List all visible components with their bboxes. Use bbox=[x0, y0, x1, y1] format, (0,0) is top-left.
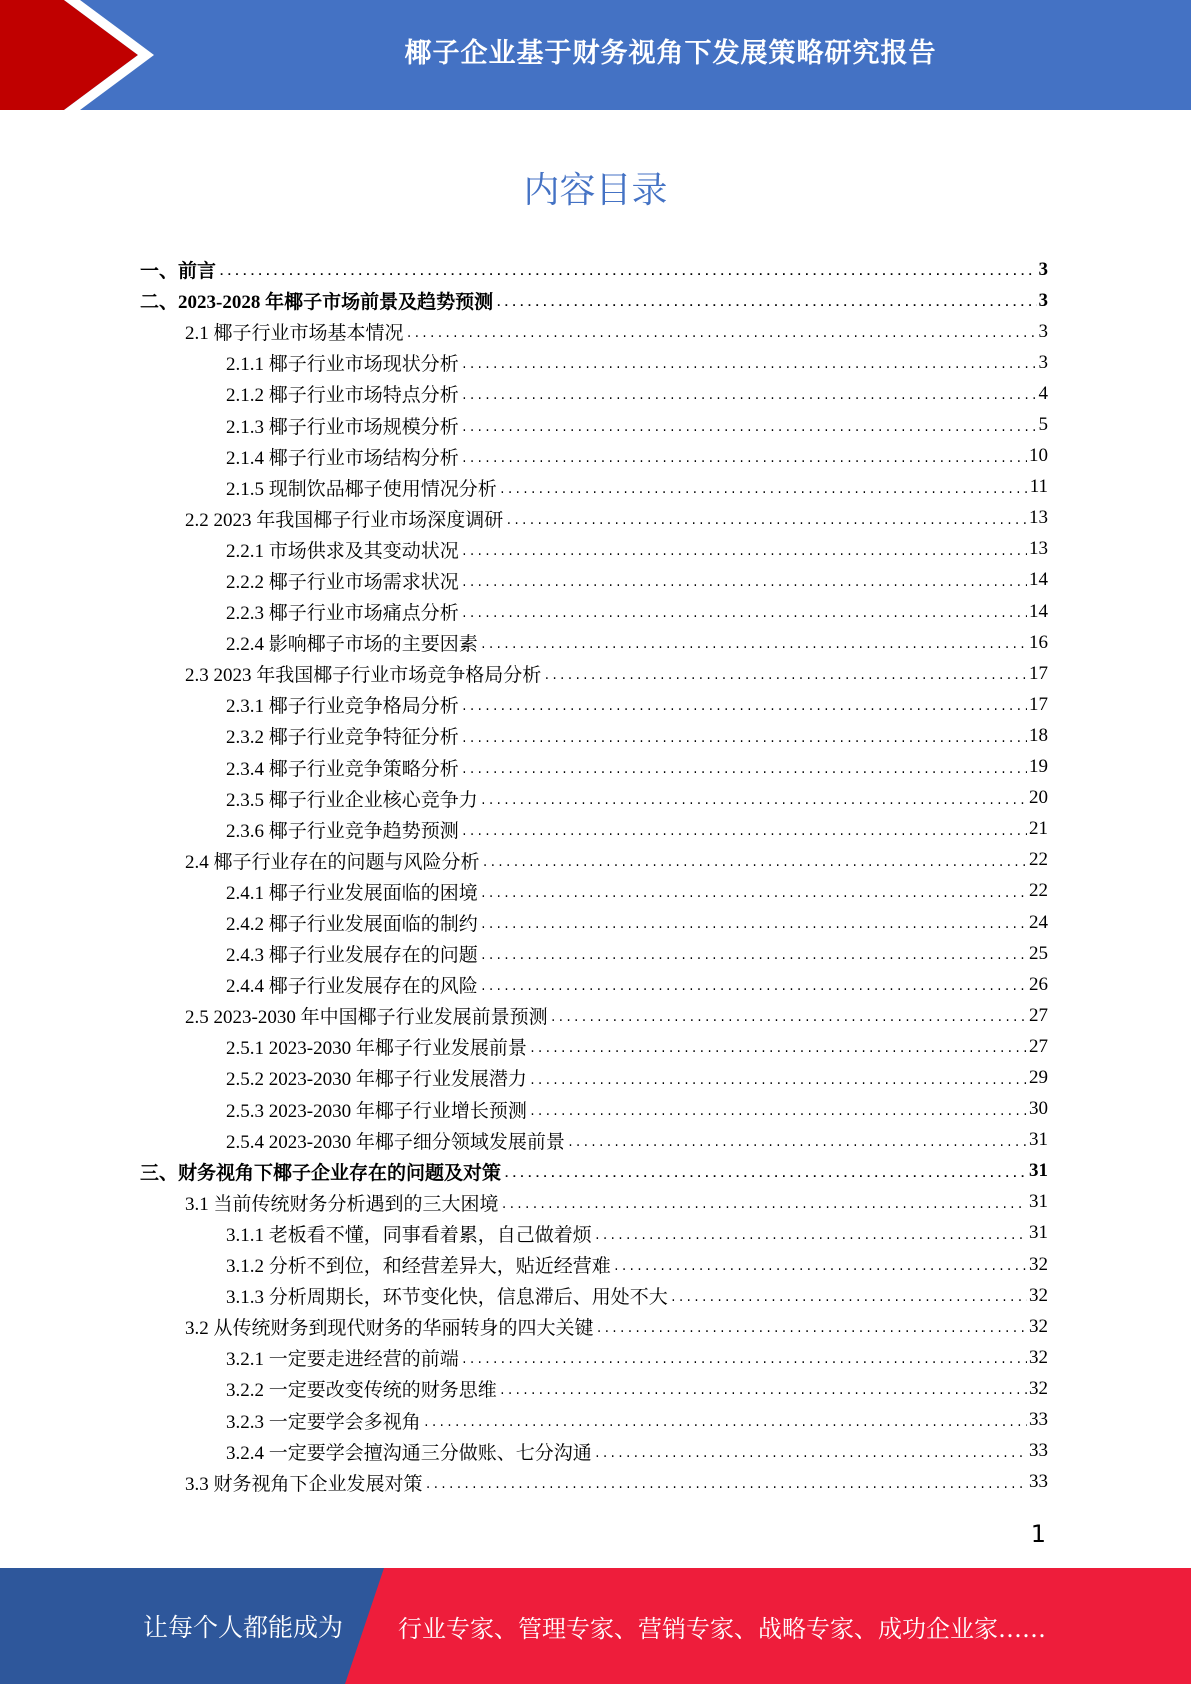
toc-entry-page: 11 bbox=[1029, 476, 1048, 498]
toc-entry-page: 27 bbox=[1029, 1035, 1048, 1057]
toc-entry[interactable] bbox=[140, 1249, 1048, 1280]
toc-entry-label: 二、2023-2028 年椰子市场前景及趋势预测 bbox=[140, 292, 494, 314]
toc-leader-dots bbox=[529, 1106, 1027, 1125]
toc-entry-page: 20 bbox=[1029, 787, 1048, 809]
toc-entry-label: 2.3.6 椰子行业竞争趋势预测 bbox=[226, 820, 459, 842]
toc-entry-label: 2.2.4 影响椰子市场的主要因素 bbox=[226, 634, 478, 656]
toc-entry[interactable] bbox=[140, 658, 1048, 689]
toc-entry-page: 16 bbox=[1029, 631, 1048, 653]
toc-leader-dots bbox=[461, 577, 1027, 596]
table-of-contents bbox=[140, 254, 1048, 1498]
toc-leader-dots bbox=[461, 764, 1027, 783]
toc-entry[interactable] bbox=[140, 845, 1048, 876]
toc-entry[interactable] bbox=[140, 1436, 1048, 1467]
toc-leader-dots bbox=[503, 1168, 1027, 1187]
toc-leader-dots bbox=[423, 1417, 1027, 1436]
toc-leader-dots bbox=[461, 546, 1027, 565]
toc-entry[interactable] bbox=[140, 472, 1048, 503]
toc-entry-label: 2.2 2023 年我国椰子行业市场深度调研 bbox=[185, 509, 504, 531]
toc-leader-dots bbox=[480, 981, 1027, 1000]
toc-leader-dots bbox=[499, 1385, 1027, 1404]
toc-entry-page: 10 bbox=[1029, 445, 1048, 467]
toc-entry-page: 3 bbox=[1038, 258, 1048, 280]
toc-leader-dots bbox=[461, 359, 1037, 378]
toc-entry-page: 13 bbox=[1029, 538, 1048, 560]
toc-entry-label: 3.2 从传统财务到现代财务的华丽转身的四大关键 bbox=[185, 1318, 594, 1340]
toc-entry[interactable] bbox=[140, 441, 1048, 472]
toc-entry[interactable] bbox=[140, 254, 1048, 285]
toc-leader-dots bbox=[480, 888, 1027, 907]
toc-entry-page: 14 bbox=[1029, 600, 1048, 622]
toc-entry-page: 32 bbox=[1029, 1377, 1048, 1399]
toc-leader-dots bbox=[505, 515, 1027, 534]
toc-entry[interactable] bbox=[140, 1373, 1048, 1404]
toc-entry[interactable] bbox=[140, 1156, 1048, 1187]
toc-leader-dots bbox=[461, 1354, 1027, 1373]
toc-entry-label: 3.3 财务视角下企业发展对策 bbox=[185, 1473, 423, 1495]
toc-entry[interactable] bbox=[140, 409, 1048, 440]
footer-right-text: 行业专家、管理专家、营销专家、战略专家、成功企业家…… bbox=[398, 1614, 1046, 1643]
toc-leader-dots bbox=[499, 484, 1028, 503]
toc-entry-label: 2.5.3 2023-2030 年椰子行业增长预测 bbox=[226, 1100, 527, 1122]
toc-leader-dots bbox=[594, 1448, 1027, 1467]
toc-leader-dots bbox=[543, 670, 1027, 689]
toc-entry[interactable] bbox=[140, 1000, 1048, 1031]
toc-entry-page: 22 bbox=[1029, 880, 1048, 902]
toc-entry[interactable] bbox=[140, 316, 1048, 347]
toc-entry[interactable] bbox=[140, 1031, 1048, 1062]
toc-entry[interactable] bbox=[140, 1467, 1048, 1498]
toc-entry-label: 3.1.3 分析周期长，环节变化快，信息滞后、用处不大 bbox=[226, 1287, 668, 1309]
toc-entry-label: 2.1.4 椰子行业市场结构分析 bbox=[226, 447, 459, 469]
toc-entry[interactable] bbox=[140, 720, 1048, 751]
toc-leader-dots bbox=[670, 1292, 1027, 1311]
toc-leader-dots bbox=[461, 826, 1027, 845]
toc-leader-dots bbox=[482, 857, 1027, 876]
toc-entry-label: 2.5.4 2023-2030 年椰子细分领域发展前景 bbox=[226, 1131, 565, 1153]
toc-entry-page: 31 bbox=[1029, 1222, 1048, 1244]
toc-entry[interactable] bbox=[140, 689, 1048, 720]
toc-leader-dots bbox=[406, 328, 1037, 347]
toc-entry-page: 19 bbox=[1029, 756, 1048, 778]
toc-leader-dots bbox=[425, 1479, 1027, 1498]
toc-entry-page: 5 bbox=[1038, 414, 1048, 436]
toc-entry[interactable] bbox=[140, 503, 1048, 534]
toc-entry-page: 26 bbox=[1029, 973, 1048, 995]
toc-leader-dots bbox=[550, 1012, 1027, 1031]
toc-entry-page: 18 bbox=[1029, 724, 1048, 746]
toc-entry-label: 2.5 2023-2030 年中国椰子行业发展前景预测 bbox=[185, 1007, 548, 1029]
toc-entry-page: 29 bbox=[1029, 1066, 1048, 1088]
toc-entry[interactable] bbox=[140, 1218, 1048, 1249]
toc-entry-page: 24 bbox=[1029, 911, 1048, 933]
toc-entry-page: 21 bbox=[1029, 818, 1048, 840]
toc-entry[interactable] bbox=[140, 1342, 1048, 1373]
toc-entry[interactable] bbox=[140, 907, 1048, 938]
toc-entry-label: 2.2.1 市场供求及其变动状况 bbox=[226, 540, 459, 562]
toc-entry-label: 2.2.3 椰子行业市场痛点分析 bbox=[226, 603, 459, 625]
toc-entry-label: 2.3.4 椰子行业竞争策略分析 bbox=[226, 758, 459, 780]
toc-leader-dots bbox=[480, 919, 1027, 938]
toc-entry-page: 13 bbox=[1029, 507, 1048, 529]
toc-title: 内容目录 bbox=[523, 170, 668, 211]
toc-entry[interactable] bbox=[140, 1125, 1048, 1156]
toc-entry-label: 一、前言 bbox=[140, 261, 217, 283]
toc-entry-page: 3 bbox=[1038, 320, 1048, 342]
toc-leader-dots bbox=[501, 1199, 1027, 1218]
toc-entry-page: 14 bbox=[1029, 569, 1048, 591]
toc-entry-label: 3.2.2 一定要改变传统的财务思维 bbox=[226, 1380, 497, 1402]
toc-leader-dots bbox=[594, 1230, 1027, 1249]
toc-entry-label: 2.4.2 椰子行业发展面临的制约 bbox=[226, 914, 478, 936]
toc-entry-page: 17 bbox=[1029, 662, 1048, 684]
toc-leader-dots bbox=[461, 608, 1027, 627]
toc-leader-dots bbox=[461, 701, 1027, 720]
toc-entry[interactable] bbox=[140, 596, 1048, 627]
toc-leader-dots bbox=[596, 1323, 1027, 1342]
toc-entry-page: 33 bbox=[1029, 1471, 1048, 1493]
toc-entry-label: 2.4.4 椰子行业发展存在的风险 bbox=[226, 976, 478, 998]
toc-entry[interactable] bbox=[140, 285, 1048, 316]
toc-leader-dots bbox=[461, 390, 1037, 409]
toc-entry-page: 25 bbox=[1029, 942, 1048, 964]
toc-entry-page: 3 bbox=[1038, 289, 1048, 311]
toc-entry-page: 4 bbox=[1038, 382, 1048, 404]
toc-entry[interactable] bbox=[140, 938, 1048, 969]
toc-entry[interactable] bbox=[140, 627, 1048, 658]
toc-entry[interactable] bbox=[140, 378, 1048, 409]
toc-entry-page: 32 bbox=[1029, 1315, 1048, 1337]
toc-entry-label: 2.1.1 椰子行业市场现状分析 bbox=[226, 354, 459, 376]
toc-entry-label: 2.1 椰子行业市场基本情况 bbox=[185, 323, 404, 345]
toc-entry[interactable] bbox=[140, 1404, 1048, 1435]
toc-leader-dots bbox=[480, 639, 1027, 658]
toc-entry-page: 31 bbox=[1029, 1160, 1048, 1182]
toc-entry-page: 17 bbox=[1029, 693, 1048, 715]
footer-left-text: 让每个人都能成为 bbox=[143, 1613, 344, 1642]
toc-entry-label: 2.1.5 现制饮品椰子使用情况分析 bbox=[226, 478, 497, 500]
toc-entry-label: 2.5.1 2023-2030 年椰子行业发展前景 bbox=[226, 1038, 527, 1060]
header-title: 椰子企业基于财务视角下发展策略研究报告 bbox=[404, 37, 937, 69]
toc-entry[interactable] bbox=[140, 783, 1048, 814]
toc-entry-page: 32 bbox=[1029, 1284, 1048, 1306]
page-footer bbox=[0, 1568, 1191, 1684]
toc-entry-label: 3.2.1 一定要走进经营的前端 bbox=[226, 1349, 459, 1371]
toc-entry-page: 31 bbox=[1029, 1129, 1048, 1151]
toc-entry-label: 2.3.1 椰子行业竞争格局分析 bbox=[226, 696, 459, 718]
toc-entry-label: 3.2.4 一定要学会擅沟通三分做账、七分沟通 bbox=[226, 1442, 592, 1464]
page-header bbox=[0, 0, 1191, 110]
toc-entry[interactable] bbox=[140, 565, 1048, 596]
toc-leader-dots bbox=[567, 1137, 1027, 1156]
toc-leader-dots bbox=[529, 1043, 1027, 1062]
toc-entry-label: 3.1.2 分析不到位，和经营差异大，贴近经营难 bbox=[226, 1256, 611, 1278]
toc-entry-page: 33 bbox=[1029, 1409, 1048, 1431]
toc-entry-label: 2.4.1 椰子行业发展面临的困境 bbox=[226, 882, 478, 904]
toc-entry-page: 30 bbox=[1029, 1098, 1048, 1120]
toc-entry[interactable] bbox=[140, 1062, 1048, 1093]
toc-entry-label: 2.4.3 椰子行业发展存在的问题 bbox=[226, 945, 478, 967]
toc-leader-dots bbox=[461, 422, 1037, 441]
toc-entry-label: 3.2.3 一定要学会多视角 bbox=[226, 1411, 421, 1433]
toc-entry-label: 三、财务视角下椰子企业存在的问题及对策 bbox=[140, 1162, 502, 1184]
toc-leader-dots bbox=[495, 297, 1036, 316]
toc-entry[interactable] bbox=[140, 1094, 1048, 1125]
toc-leader-dots bbox=[480, 795, 1027, 814]
toc-entry-page: 31 bbox=[1029, 1191, 1048, 1213]
toc-entry-page: 32 bbox=[1029, 1346, 1048, 1368]
toc-entry-page: 32 bbox=[1029, 1253, 1048, 1275]
toc-leader-dots bbox=[461, 733, 1027, 752]
toc-entry[interactable] bbox=[140, 969, 1048, 1000]
toc-leader-dots bbox=[480, 950, 1027, 969]
toc-leader-dots bbox=[218, 266, 1036, 285]
toc-entry-page: 33 bbox=[1029, 1440, 1048, 1462]
toc-entry-label: 2.4 椰子行业存在的问题与风险分析 bbox=[185, 851, 480, 873]
toc-entry-page: 3 bbox=[1038, 351, 1048, 373]
toc-leader-dots bbox=[461, 453, 1027, 472]
toc-entry[interactable] bbox=[140, 814, 1048, 845]
page-number: 1 bbox=[1030, 1520, 1046, 1548]
toc-leader-dots bbox=[529, 1075, 1027, 1094]
toc-entry-label: 3.1.1 老板看不懂，同事看着累，自己做着烦 bbox=[226, 1224, 592, 1246]
toc-entry-label: 2.3 2023 年我国椰子行业市场竞争格局分析 bbox=[185, 665, 542, 687]
toc-entry[interactable] bbox=[140, 1280, 1048, 1311]
toc-entry-label: 2.3.2 椰子行业竞争特征分析 bbox=[226, 727, 459, 749]
toc-entry-label: 2.1.2 椰子行业市场特点分析 bbox=[226, 385, 459, 407]
toc-entry[interactable] bbox=[140, 1311, 1048, 1342]
toc-entry-page: 22 bbox=[1029, 849, 1048, 871]
toc-entry-label: 2.3.5 椰子行业企业核心竞争力 bbox=[226, 789, 478, 811]
toc-entry[interactable] bbox=[140, 1187, 1048, 1218]
toc-entry[interactable] bbox=[140, 876, 1048, 907]
toc-entry[interactable] bbox=[140, 534, 1048, 565]
toc-entry[interactable] bbox=[140, 752, 1048, 783]
toc-entry-page: 27 bbox=[1029, 1004, 1048, 1026]
toc-entry-label: 3.1 当前传统财务分析遇到的三大困境 bbox=[185, 1193, 499, 1215]
toc-entry-label: 2.5.2 2023-2030 年椰子行业发展潜力 bbox=[226, 1069, 527, 1091]
toc-entry[interactable] bbox=[140, 347, 1048, 378]
toc-leader-dots bbox=[613, 1261, 1027, 1280]
toc-entry-label: 2.2.2 椰子行业市场需求状况 bbox=[226, 571, 459, 593]
toc-entry-label: 2.1.3 椰子行业市场规模分析 bbox=[226, 416, 459, 438]
